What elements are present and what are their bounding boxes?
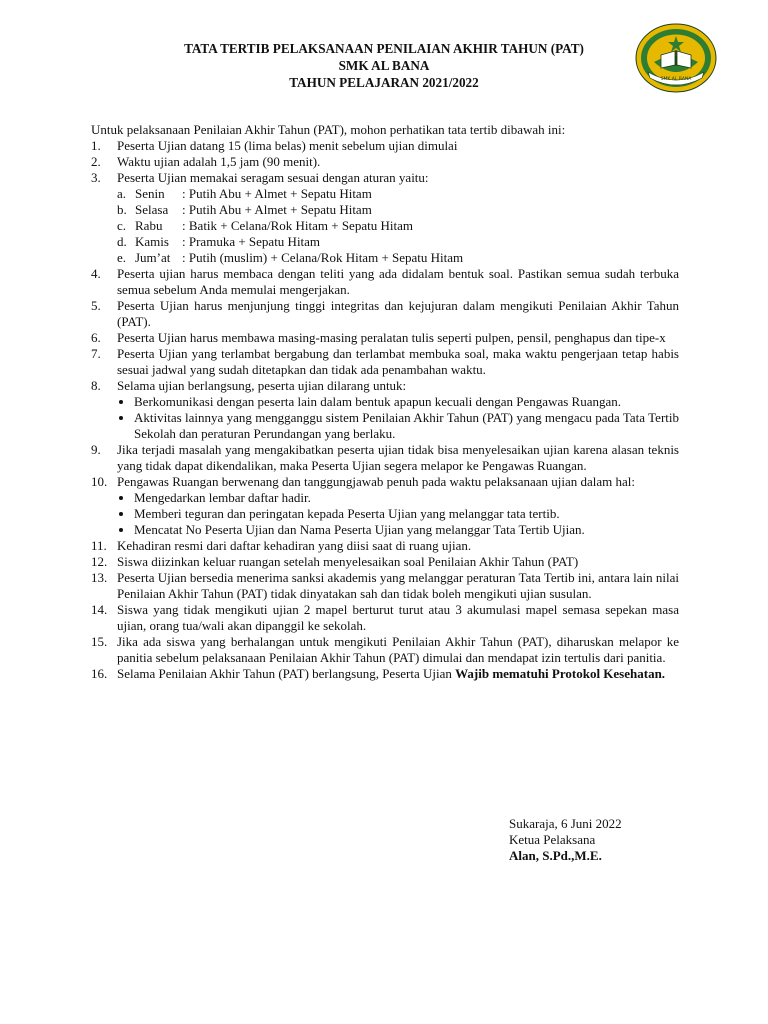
rule-item xyxy=(91,346,679,378)
day-outfit: Putih Abu + Almet + Sepatu Hitam xyxy=(188,186,372,201)
rule-number: 1. xyxy=(91,138,101,153)
bullet-item: Berkomunikasi dengan peserta lain dalam bentuk apapun kecuali dengan Pengawas Ruangan. xyxy=(117,394,679,410)
rule-number: 13. xyxy=(91,570,108,585)
rule-text: Jika terjadi masalah yang mengakibatkan peserta ujian tidak bisa menyelesaikan ujian karena alasan teknis yang tidak dapat dikendalikan, maka Peserta Ujian segera melapor ke Pengawas Ruangan. xyxy=(117,442,679,473)
uniform-day-item xyxy=(117,186,679,202)
rule-text: Peserta Ujian bersedia menerima sanksi akademis yang melanggar peraturan Tata Tertib ini, antara lain nilai Penilaian Akhir Tahun (PAT) tidak dinyatakan sah dan tidak boleh mengikuti ujian susulan. xyxy=(117,570,679,601)
intro-text: Untuk pelaksanaan Penilaian Akhir Tahun (PAT), mohon perhatikan tata tertib dibawah ini: xyxy=(91,122,566,137)
rule-text: Selama ujian berlangsung, peserta ujian dilarang untuk: xyxy=(117,378,407,393)
signature-place-date: Sukaraja, 6 Juni 2022 xyxy=(509,816,622,831)
day-outfit: Putih Abu + Almet + Sepatu Hitam xyxy=(188,202,372,217)
rule-text: Waktu ujian adalah 1,5 jam (90 menit). xyxy=(117,154,321,169)
day-separator: : xyxy=(182,250,186,265)
prohibited-actions-list xyxy=(117,394,679,442)
rule-number: 7. xyxy=(91,346,101,361)
day-outfit: Batik + Celana/Rok Hitam + Sepatu Hitam xyxy=(188,218,413,233)
bullet-item: Aktivitas lainnya yang mengganggu sistem Penilaian Akhir Tahun (PAT) yang mengacu pada Tata Tertib Sekolah dan peraturan Perundangan yang berlaku. xyxy=(117,410,679,442)
rule-text xyxy=(117,666,679,682)
rule-item xyxy=(91,138,679,154)
rule-item xyxy=(91,442,679,474)
day-name: Senin xyxy=(135,186,165,201)
rule-text: Peserta Ujian harus menjunjung tinggi integritas dan kejujuran dalam mengikuti Penilaian Akhir Tahun (PAT). xyxy=(117,298,679,329)
signature-block xyxy=(509,816,622,864)
rule-text: Peserta Ujian harus membawa masing-masing peralatan tulis seperti pulpen, pensil, penghapus dan tipe-x xyxy=(117,330,666,345)
rule-item xyxy=(91,298,679,330)
rule-number: 15. xyxy=(91,634,108,649)
rule-number: 11. xyxy=(91,538,107,553)
rule-item xyxy=(91,538,679,554)
day-letter: a. xyxy=(117,186,127,201)
bullet-item: Memberi teguran dan peringatan kepada Peserta Ujian yang melanggar tata tertib. xyxy=(117,506,679,522)
rule-number: 16. xyxy=(91,666,108,681)
document-body xyxy=(91,122,679,682)
rule-number: 2. xyxy=(91,154,101,169)
day-letter: d. xyxy=(117,234,127,249)
day-outfit: Pramuka + Sepatu Hitam xyxy=(188,234,321,249)
header-title: TATA TERTIB PELAKSANAAN PENILAIAN AKHIR TAHUN (PAT) xyxy=(184,41,584,56)
rule-text: Siswa diizinkan keluar ruangan setelah menyelesaikan soal Penilaian Akhir Tahun (PAT) xyxy=(117,554,579,569)
rule-item xyxy=(91,154,679,170)
rule-number: 9. xyxy=(91,442,101,457)
rule-item xyxy=(91,266,679,298)
rule-number: 14. xyxy=(91,602,108,617)
rule-item xyxy=(91,602,679,634)
rule-text: Peserta ujian harus membaca dengan teliti yang ada didalam bentuk soal. Pastikan semua sudah terbuka semua sebelum Anda memulai mengerjakan. xyxy=(117,266,679,297)
uniform-schedule-list xyxy=(117,186,679,266)
rule-item xyxy=(91,634,679,666)
day-separator: : xyxy=(182,186,186,201)
header-school-name: SMK AL BANA xyxy=(338,58,430,73)
rule-number: 12. xyxy=(91,554,108,569)
rule-text: Peserta Ujian memakai seragam sesuai dengan aturan yaitu: xyxy=(117,170,429,185)
rule-number: 6. xyxy=(91,330,101,345)
rule-number: 4. xyxy=(91,266,101,281)
rule-number: 5. xyxy=(91,298,101,313)
day-letter: e. xyxy=(117,250,127,265)
day-name: Selasa xyxy=(135,202,169,217)
rule-text-bold: Wajib mematuhi Protokol Kesehatan. xyxy=(455,666,666,681)
signature-name-text: Alan, S.Pd.,M.E. xyxy=(509,848,602,863)
emblem-ribbon-text: SMK AL BANA xyxy=(660,77,692,82)
day-name: Rabu xyxy=(135,218,163,233)
rules-list xyxy=(91,138,679,682)
rule-text: Peserta Ujian datang 15 (lima belas) menit sebelum ujian dimulai xyxy=(117,138,458,153)
day-separator: : xyxy=(182,202,186,217)
header-school-year: TAHUN PELAJARAN 2021/2022 xyxy=(289,75,479,90)
rule-number: 10. xyxy=(91,474,108,489)
rule-item xyxy=(91,474,679,538)
rule-text: Jika ada siswa yang berhalangan untuk mengikuti Penilaian Akhir Tahun (PAT), diharuskan melapor ke panitia sebelum pelaksanaan Penilaian Akhir Tahun (PAT) dimulai dan mendapat izin tertulis dari panitia. xyxy=(117,634,679,665)
uniform-day-item xyxy=(117,250,679,266)
supervisor-duties-list xyxy=(117,490,679,538)
bullet-item: Mengedarkan lembar daftar hadir. xyxy=(117,490,679,506)
uniform-day-item xyxy=(117,202,679,218)
rule-item xyxy=(91,378,679,442)
day-letter: c. xyxy=(117,218,127,233)
rule-item xyxy=(91,570,679,602)
rule-item xyxy=(91,170,679,266)
day-separator: : xyxy=(182,234,186,249)
signature-name xyxy=(509,848,622,864)
signature-role: Ketua Pelaksana xyxy=(509,832,596,847)
bullet-item: Mencatat No Peserta Ujian dan Nama Peserta Ujian yang melanggar Tata Tertib Ujian. xyxy=(117,522,679,538)
rule-text-regular: Selama Penilaian Akhir Tahun (PAT) berlangsung, Peserta Ujian xyxy=(117,666,456,681)
rule-text: Pengawas Ruangan berwenang dan tanggungjawab penuh pada waktu pelaksanaan ujian dalam hal: xyxy=(117,474,636,489)
uniform-day-item xyxy=(117,234,679,250)
rule-item xyxy=(91,666,679,682)
rule-item xyxy=(91,330,679,346)
day-outfit: Putih (muslim) + Celana/Rok Hitam + Sepatu Hitam xyxy=(188,250,464,265)
rule-item xyxy=(91,554,679,570)
uniform-day-item xyxy=(117,218,679,234)
day-letter: b. xyxy=(117,202,127,217)
rule-text: Kehadiran resmi dari daftar kehadiran yang diisi saat di ruang ujian. xyxy=(117,538,472,553)
day-separator: : xyxy=(182,218,186,233)
school-emblem-icon xyxy=(634,22,718,94)
rule-text: Peserta Ujian yang terlambat bergabung dan terlambat membuka soal, maka waktu pengerjaan tetap habis sesuai jadwal yang sudah ditetapkan dan tidak ada penambahan waktu. xyxy=(117,346,679,377)
rule-number: 8. xyxy=(91,378,101,393)
rule-number: 3. xyxy=(91,170,101,185)
day-name: Kamis xyxy=(135,234,169,249)
rule-text: Siswa yang tidak mengikuti ujian 2 mapel berturut turut atau 3 akumulasi mapel semasa sepekan masa ujian, orang tua/wali akan dipanggil ke sekolah. xyxy=(117,602,679,633)
day-name: Jum’at xyxy=(135,250,171,265)
